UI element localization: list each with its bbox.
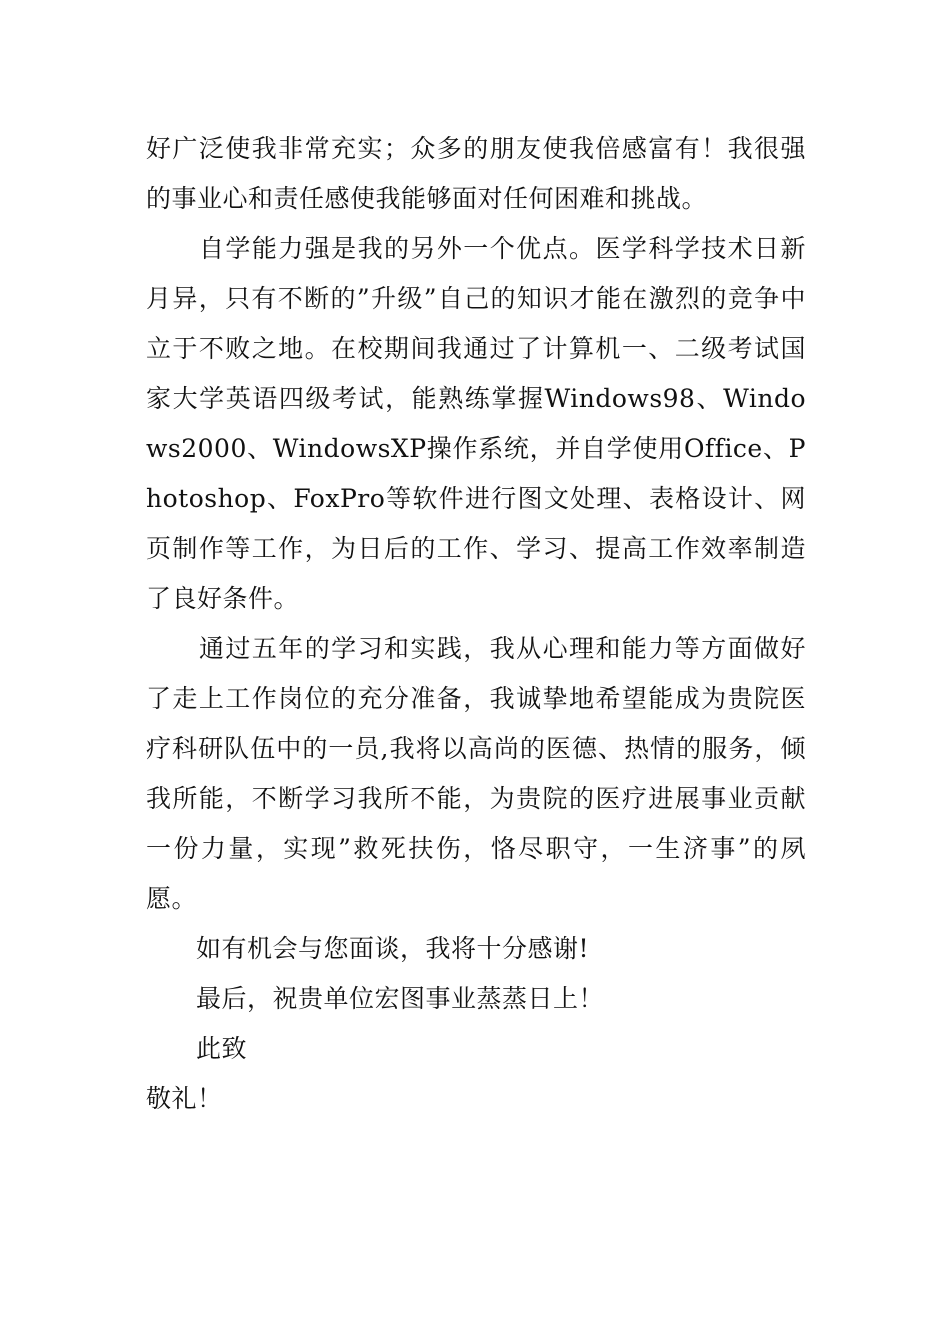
paragraph-self-learning: 自学能力强是我的另外一个优点。医学科学技术日新月异，只有不断的”升级”自己的知识才能在激烈的竞争中立于不败之地。在校期间我通过了计算机一、二级考试国家大学英语四级考试，能熟练掌握Windows98、Windows2000、WindowsXP操作系统，并自学使用Office、Photoshop、FoxPro等软件进行图文处理、表格设计、网页制作等工作，为日后的工作、学习、提高工作效率制造了良好条件。	[146, 234, 806, 613]
paragraph-aspiration: 通过五年的学习和实践，我从心理和能力等方面做好了走上工作岗位的充分准备，我诚挚地希望能成为贵院医疗科研队伍中的一员,我将以高尚的医德、热情的服务，倾我所能，不断学习我所不能，为贵院的医疗进展事业贡献一份力量，实现”救死扶伤，恪尽职守，一生济事”的夙愿。	[146, 634, 806, 913]
paragraph-hobbies: 好广泛使我非常充实；众多的朋友使我倍感富有！我很强的事业心和责任感使我能够面对任何困难和挑战。	[146, 134, 806, 213]
salutation-jingli: 敬礼！	[146, 1084, 223, 1113]
letter-body	[146, 124, 806, 1124]
closing-wishes: 最后，祝贵单位宏图事业蒸蒸日上！	[196, 984, 605, 1013]
closing-cizhi: 此致	[196, 1034, 248, 1063]
closing-interview-thanks: 如有机会与您面谈，我将十分感谢!	[196, 934, 590, 963]
